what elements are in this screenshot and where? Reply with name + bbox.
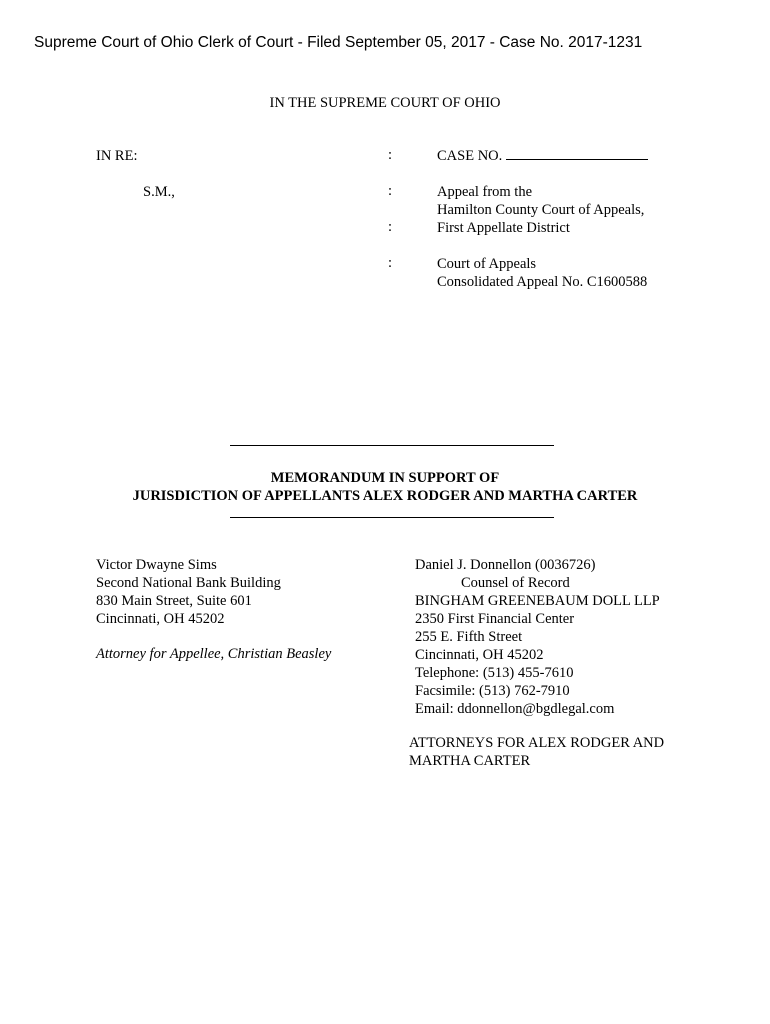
appellants-counsel-line: 255 E. Fifth Street (415, 629, 523, 645)
appellee-counsel-line: 830 Main Street, Suite 601 (96, 593, 252, 609)
memo-title-line1: MEMORANDUM IN SUPPORT OF (270, 470, 500, 486)
case-number-field (437, 147, 648, 165)
appellants-role-line: MARTHA CARTER (409, 753, 531, 769)
memo-title-line2: JURISDICTION OF APPELLANTS ALEX RODGER AND MARTHA CARTER (132, 488, 638, 504)
court-of-appeals-block (437, 255, 647, 291)
caption-colon: : (388, 183, 393, 199)
caption-colon: : (388, 219, 393, 235)
appeal-from-line: First Appellate District (437, 220, 570, 236)
appellants-role-block (409, 734, 664, 770)
caption-colon: : (388, 255, 393, 271)
appeal-from-block (437, 183, 644, 237)
title-rule-bottom (230, 517, 554, 518)
court-of-appeals-line: Consolidated Appeal No. C1600588 (437, 274, 648, 290)
case-no-label: CASE NO. (437, 148, 503, 164)
appellants-counsel-block (415, 556, 660, 718)
court-of-appeals-line: Court of Appeals (437, 256, 537, 272)
appellants-counsel-line: BINGHAM GREENEBAUM DOLL LLP (415, 593, 660, 609)
appellee-counsel-block (96, 556, 281, 628)
counsel-of-record: Counsel of Record (461, 575, 570, 591)
appellee-counsel-role: Attorney for Appellee, Christian Beasley (96, 646, 332, 662)
caption-colon: : (388, 147, 393, 163)
appellants-counsel-line: Cincinnati, OH 45202 (415, 647, 544, 663)
appellee-counsel-line: Cincinnati, OH 45202 (96, 611, 225, 627)
party-name: S.M., (143, 184, 175, 200)
appeal-from-line: Hamilton County Court of Appeals, (437, 202, 645, 218)
appellee-counsel-line: Victor Dwayne Sims (96, 557, 217, 573)
appeal-from-line: Appeal from the (437, 184, 533, 200)
title-rule-top (230, 445, 554, 446)
appellants-counsel-line: Telephone: (513) 455-7610 (415, 665, 574, 681)
appellants-counsel-email: Email: ddonnellon@bgdlegal.com (415, 701, 615, 717)
court-title: IN THE SUPREME COURT OF OHIO (269, 95, 501, 111)
in-re-label: IN RE: (96, 148, 138, 164)
appellants-counsel-name: Daniel J. Donnellon (0036726) (415, 557, 596, 573)
filing-stamp: Supreme Court of Ohio Clerk of Court - Filed September 05, 2017 - Case No. 2017-1231 (34, 34, 643, 51)
appellants-role-line: ATTORNEYS FOR ALEX RODGER AND (409, 735, 665, 751)
case-no-blank (506, 147, 648, 160)
appellants-counsel-line: 2350 First Financial Center (415, 611, 575, 627)
appellants-counsel-line: Facsimile: (513) 762-7910 (415, 683, 570, 699)
appellee-counsel-line: Second National Bank Building (96, 575, 281, 591)
